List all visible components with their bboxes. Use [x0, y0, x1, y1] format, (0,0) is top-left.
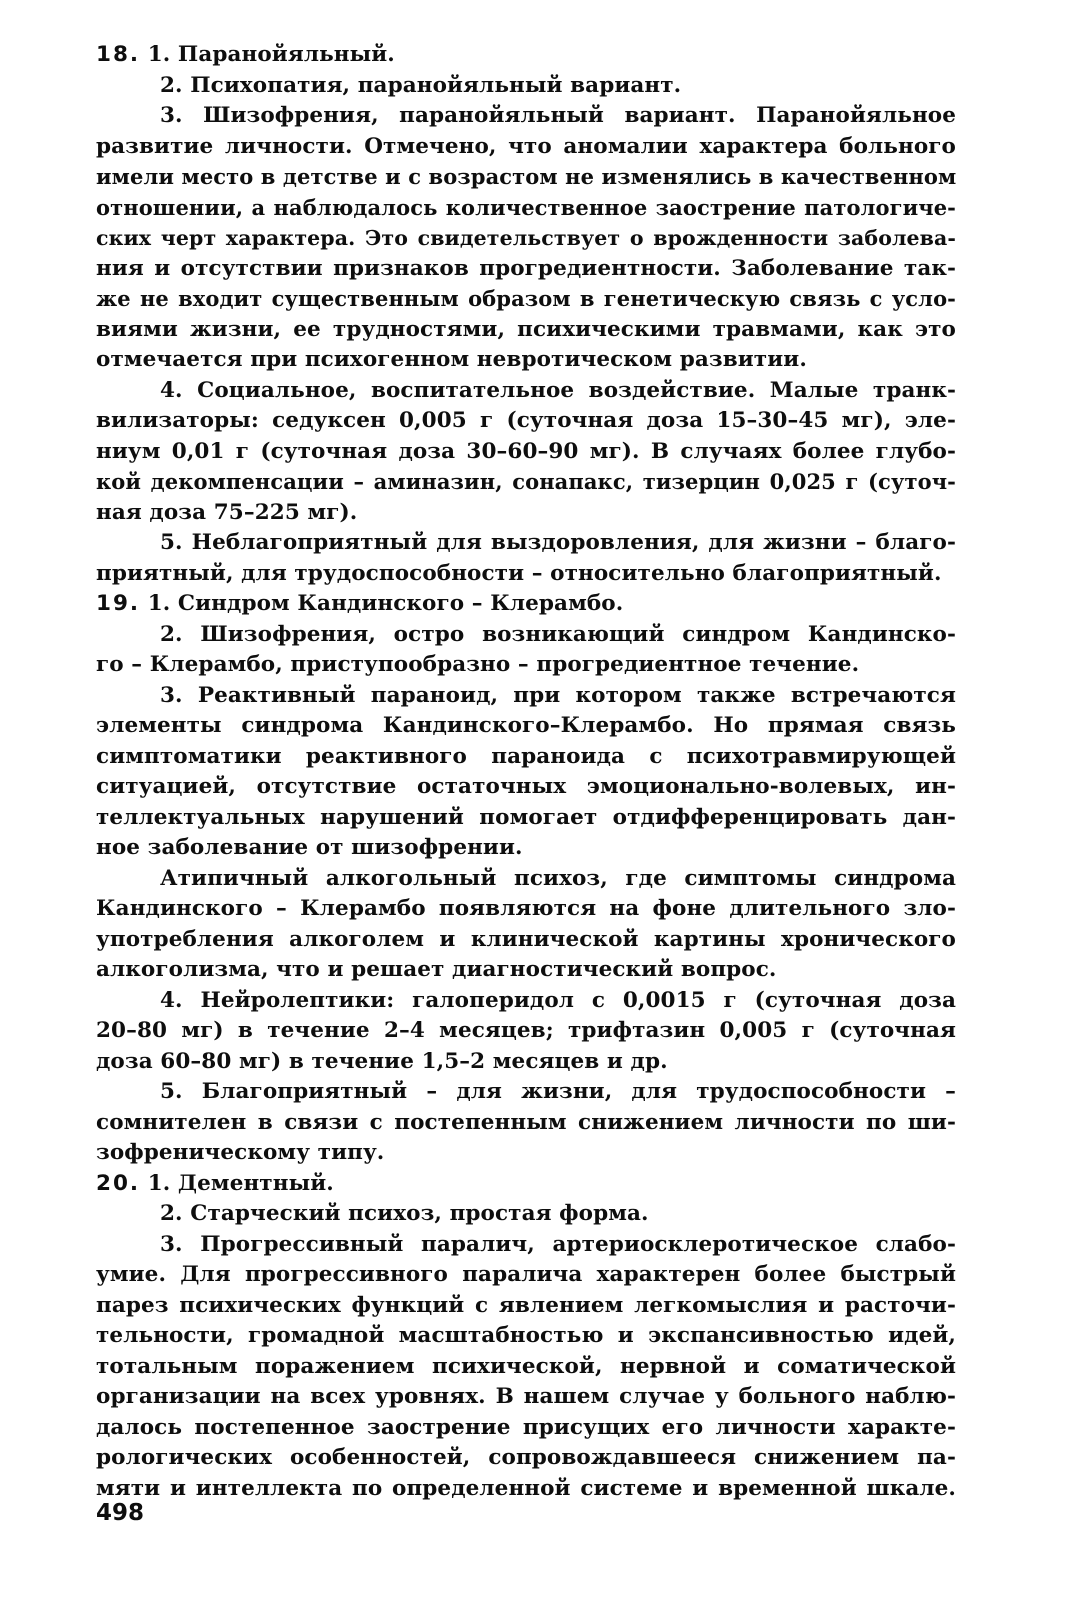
text-line: 20–80 мг) в течение 2–4 месяцев; трифтазин 0,005 г (суточная [96, 1018, 956, 1043]
text-line: рологических особенностей, сопровождавшееся снижением па- [96, 1445, 956, 1470]
section-lines [96, 620, 956, 1169]
text-line: 2. Шизофрения, остро возникающий синдром Кандинско- [160, 621, 956, 647]
section-number: 20. [96, 1170, 141, 1196]
text-line: го – Клерамбо, приступообразно – прогредиентное течение. [96, 652, 860, 677]
text-line: парез психических функций с явлением легкомыслия и расточи- [96, 1292, 956, 1318]
text-line: 3. Шизофрения, паранойяльный вариант. Паранойяльное [160, 103, 956, 128]
text-line: алкоголизма, что и решает диагностический вопрос. [96, 957, 777, 982]
text-line: элементы синдрома Кандинского–Клерамбо. Но прямая связь [96, 713, 956, 738]
text-line: вилизаторы: седуксен 0,005 г (суточная доза 15–30–45 мг), эле- [96, 408, 956, 433]
text-line: ских черт характера. Это свидетельствует о врожденности заболева- [96, 226, 956, 250]
text-line: Кандинского – Клерамбо появляются на фоне длительного зло- [96, 896, 956, 921]
section-heading-line [96, 1169, 956, 1200]
text-line: употребления алкоголем и клинической картины хронического [96, 926, 956, 952]
section-first-item: 1. Дементный. [147, 1170, 334, 1196]
text-line: развитие личности. Отмечено, что аномалии характера больного [96, 133, 956, 159]
text-line: мяти и интеллекта по определенной системе и временной шкале. [96, 1475, 956, 1501]
text-line: тотальным поражением психической, нервной и соматической [96, 1353, 956, 1379]
text-line: 4. Нейролептики: галоперидол с 0,0015 г (суточная доза [160, 987, 956, 1013]
text-line: далось постепенное заострение присущих его личности характе- [96, 1414, 956, 1440]
text-line: 5. Благоприятный – для жизни, для трудоспособности – [160, 1079, 956, 1104]
text-line: 3. Прогрессивный паралич, артериосклеротическое слабо- [160, 1231, 956, 1257]
text-line: организации на всех уровнях. В нашем случае у больного наблю- [96, 1384, 956, 1409]
text-line: ниум 0,01 г (суточная доза 30–60–90 мг). В случаях более глубо- [96, 438, 956, 464]
text-line: 3. Реактивный параноид, при котором также встречаются [160, 682, 956, 708]
text-line: кой декомпенсации – аминазин, сонапакс, тизерцин 0,025 г (суточ- [96, 469, 956, 494]
text-line: теллектуальных нарушений помогает отдифференцировать дан- [96, 804, 956, 830]
section-first-item: 1. Синдром Кандинского – Клерамбо. [147, 591, 624, 616]
section-heading-line [96, 589, 956, 620]
section-lines [96, 71, 956, 590]
section-first-item: 1. Паранойяльный. [147, 42, 395, 67]
section-number: 18. [96, 42, 141, 67]
text-line: же не входит существенным образом в генетическую связь с усло- [96, 286, 956, 311]
answer-section-18 [96, 40, 956, 589]
page-number: 498 [96, 1500, 145, 1526]
text-line: 5. Неблагоприятный для выздоровления, для жизни – благо- [160, 530, 956, 555]
answer-section-20 [96, 1169, 956, 1505]
text-line: виями жизни, ее трудностями, психическими травмами, как это [96, 316, 956, 342]
text-line: ная доза 75–225 мг). [96, 499, 358, 525]
text-line: отмечается при психогенном невротическом развитии. [96, 347, 807, 372]
text-line: тельности, громадной масштабностью и экспансивностью идей, [96, 1323, 956, 1348]
text-line: приятный, для трудоспособности – относительно благоприятный. [96, 560, 942, 586]
text-line: 2. Психопатия, паранойяльный вариант. [160, 72, 682, 98]
section-number: 19. [96, 591, 141, 616]
page-body [96, 40, 956, 1504]
text-line: отношении, а наблюдалось количественное заострение патологиче- [96, 194, 956, 220]
text-line: 2. Старческий психоз, простая форма. [160, 1201, 649, 1226]
answer-section-19 [96, 589, 956, 1169]
text-line: имели место в детстве и с возрастом не изменялись в качественном [96, 164, 957, 189]
text-line: сомнителен в связи с постепенным снижением личности по ши- [96, 1109, 956, 1135]
text-line: ния и отсутствии признаков прогредиентности. Заболевание так- [96, 255, 956, 281]
text-line: ное заболевание от шизофрении. [96, 835, 523, 860]
section-heading-line [96, 40, 956, 71]
section-lines [96, 1199, 956, 1504]
text-line: Атипичный алкогольный психоз, где симптомы синдрома [160, 865, 956, 891]
text-line: симптоматики реактивного параноида с психотравмирующей [96, 743, 956, 769]
text-line: 4. Социальное, воспитательное воздействие. Малые транк- [160, 377, 956, 403]
text-line: доза 60–80 мг) в течение 1,5–2 месяцев и др. [96, 1048, 668, 1074]
text-line: умие. Для прогрессивного паралича характерен более быстрый [96, 1262, 956, 1287]
text-line: ситуацией, отсутствие остаточных эмоционально-волевых, ин- [96, 774, 956, 799]
text-line: зофреническому типу. [96, 1140, 385, 1165]
